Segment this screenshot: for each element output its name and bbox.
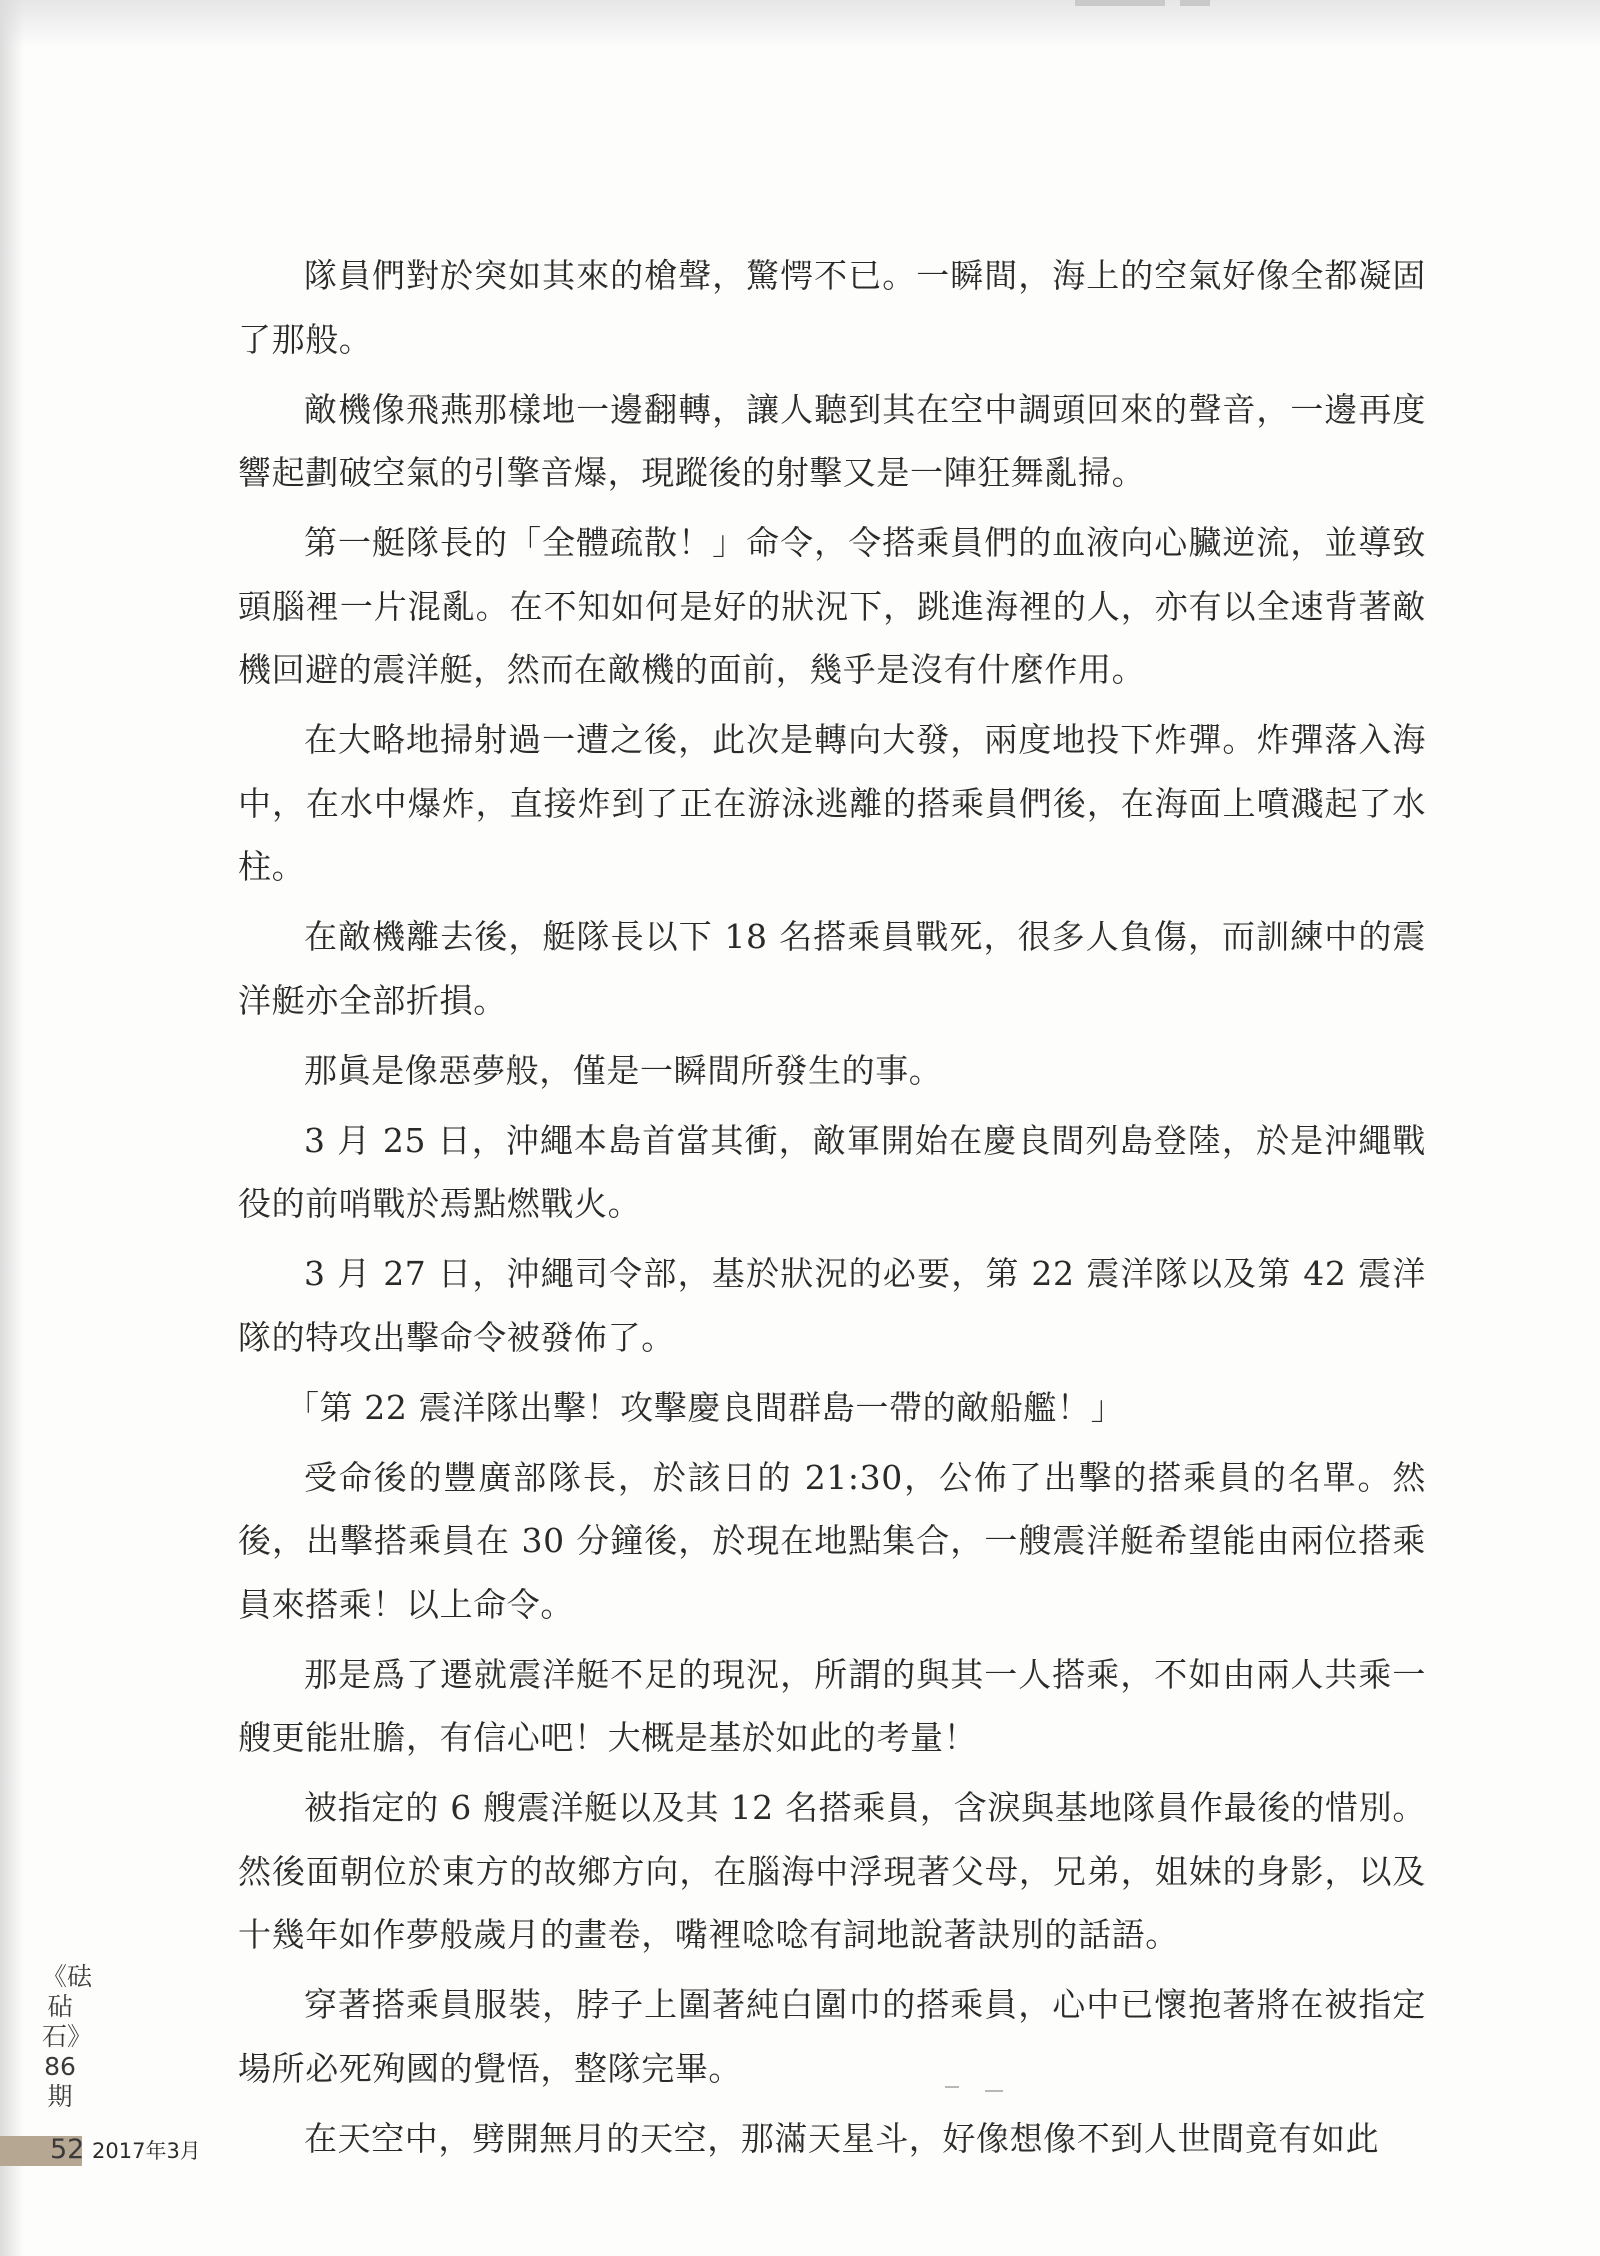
paragraph: 敵機像飛燕那樣地一邊翻轉，讓人聽到其在空中調頭回來的聲音，一邊再度響起劃破空氣的引擎音爆，現蹤後的射擊又是一陣狂舞亂掃。 bbox=[238, 389, 1426, 492]
page-gutter-shadow bbox=[0, 0, 24, 2256]
paragraph: 受命後的豐廣部隊長，於該日的 21:30，公佈了出擊的搭乘員的名單。然後，出擊搭乘員在 30 分鐘後，於現在地點集合，一艘震洋艇希望能由兩位搭乘員來搭乘！以上命令。 bbox=[238, 1457, 1426, 1624]
paragraph: 在大略地掃射過一遭之後，此次是轉向大發，兩度地投下炸彈。炸彈落入海中，在水中爆炸，直接炸到了正在游泳逃離的搭乘員們後，在海面上噴濺起了水柱。 bbox=[238, 720, 1426, 886]
paragraph: 在天空中，劈開無月的天空，那滿天星斗，好像想像不到人世間竟有如此 bbox=[304, 2118, 1380, 2158]
scan-edge-mark bbox=[1075, 0, 1165, 6]
page-number: 52 bbox=[50, 2134, 85, 2165]
scan-edge-mark bbox=[1180, 0, 1210, 6]
issue-date: 2017年3月 bbox=[92, 2139, 201, 2163]
paragraph: 那眞是像惡夢般，僅是一瞬間所發生的事。 bbox=[304, 1050, 943, 1090]
paragraph-quote: 「第 22 震洋隊出擊！攻擊慶良間群島一帶的敵船艦！」 bbox=[286, 1387, 1125, 1427]
article-body bbox=[238, 244, 1426, 2177]
paragraph: 3 月 27 日，沖繩司令部，基於狀況的必要，第 22 震洋隊以及第 42 震洋隊的特攻出擊命令被發佈了。 bbox=[238, 1254, 1426, 1357]
scan-speck bbox=[985, 2090, 1003, 2092]
paragraph: 隊員們對於突如其來的槍聲，驚愕不已。一瞬間，海上的空氣好像全都凝固了那般。 bbox=[238, 256, 1426, 359]
paragraph: 被指定的 6 艘震洋艇以及其 12 名搭乘員，含淚與基地隊員作最後的惜別。然後面朝位於東方的故鄉方向，在腦海中浮現著父母，兄弟，姐妹的身影，以及十幾年如作夢般歲月的畫卷，嘴裡唸唸有詞地說著訣別的話語。 bbox=[238, 1788, 1426, 1954]
paragraph: 穿著搭乘員服裝，脖子上圍著純白圍巾的搭乘員，心中已懷抱著將在被指定場所必死殉國的覺悟，整隊完畢。 bbox=[238, 1985, 1426, 2088]
magazine-title-vertical: 《砝砧石》86期 bbox=[42, 1962, 93, 2111]
paragraph: 在敵機離去後，艇隊長以下 18 名搭乘員戰死，很多人負傷，而訓練中的震洋艇亦全部折損。 bbox=[238, 917, 1426, 1020]
paragraph: 那是爲了遷就震洋艇不足的現況，所謂的與其一人搭乘，不如由兩人共乘一艘更能壯膽，有信心吧！大概是基於如此的考量！ bbox=[238, 1654, 1426, 1757]
scan-top-edge bbox=[0, 0, 1600, 48]
paragraph: 第一艇隊長的「全體疏散！」命令，令搭乘員們的血液向心臟逆流，並導致頭腦裡一片混亂。在不知如何是好的狀況下，跳進海裡的人，亦有以全速背著敵機回避的震洋艇，然而在敵機的面前，幾乎是沒有什麼作用。 bbox=[238, 523, 1426, 689]
paragraph: 3 月 25 日，沖繩本島首當其衝，敵軍開始在慶良間列島登陸，於是沖繩戰役的前哨戰於焉點燃戰火。 bbox=[238, 1120, 1426, 1223]
scan-speck bbox=[945, 2086, 959, 2088]
